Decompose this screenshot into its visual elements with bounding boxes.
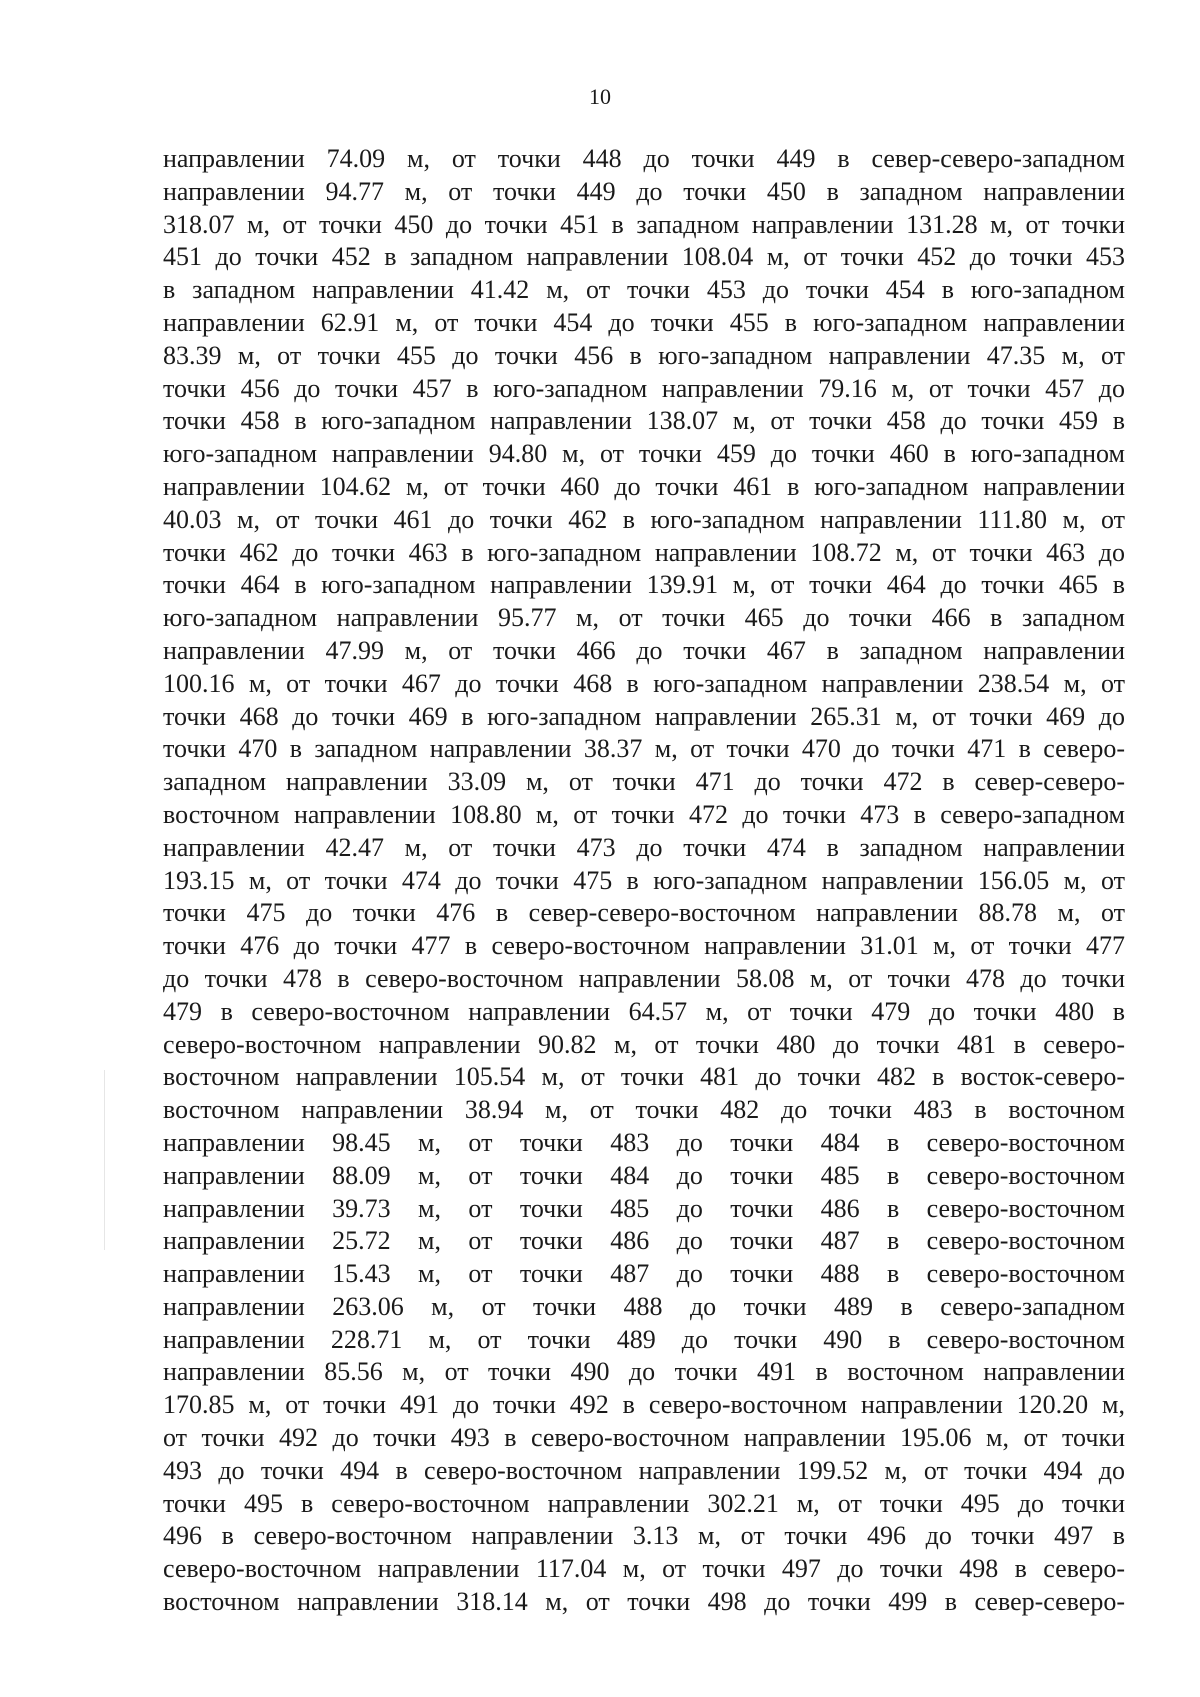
text-line: 318.07 м, от точки 450 до точки 451 в западном направлении 131.28 м, от точки [163, 209, 1125, 239]
body-text [163, 143, 1125, 1619]
text-line: восточном направлении 105.54 м, от точки 481 до точки 482 в восток-северо- [163, 1062, 1125, 1092]
text-line: точки 495 в северо-восточном направлении 302.21 м, от точки 495 до точки [163, 1488, 1125, 1518]
page-number: 10 [589, 84, 611, 109]
text-line: 193.15 м, от точки 474 до точки 475 в юго-западном направлении 156.05 м, от [163, 865, 1125, 895]
text-line: восточном направлении 38.94 м, от точки 482 до точки 483 в восточном [163, 1095, 1125, 1125]
scan-margin-line [104, 1070, 105, 1250]
text-line: 40.03 м, от точки 461 до точки 462 в юго-западном направлении 111.80 м, от [163, 504, 1125, 534]
text-line: 451 до точки 452 в западном направлении 108.04 м, от точки 452 до точки 453 [163, 242, 1125, 272]
text-line: точки 468 до точки 469 в юго-западном направлении 265.31 м, от точки 469 до [163, 701, 1125, 731]
text-line: точки 456 до точки 457 в юго-западном направлении 79.16 м, от точки 457 до [163, 373, 1125, 403]
text-line: восточном направлении 318.14 м, от точки 498 до точки 499 в север-северо- [163, 1587, 1125, 1617]
text-line: точки 462 до точки 463 в юго-западном направлении 108.72 м, от точки 463 до [163, 537, 1125, 567]
text-line: восточном направлении 108.80 м, от точки 472 до точки 473 в северо-западном [163, 799, 1125, 829]
text-line: направлении 228.71 м, от точки 489 до точки 490 в северо-восточном [163, 1324, 1125, 1354]
text-line: точки 464 в юго-западном направлении 139.91 м, от точки 464 до точки 465 в [163, 570, 1125, 600]
text-line: 170.85 м, от точки 491 до точки 492 в северо-восточном направлении 120.20 м, [163, 1390, 1125, 1420]
text-line: направлении 88.09 м, от точки 484 до точки 485 в северо-восточном [163, 1160, 1125, 1190]
text-line: направлении 74.09 м, от точки 448 до точки 449 в север-северо-западном [163, 144, 1125, 173]
text-line: северо-восточном направлении 90.82 м, от точки 480 до точки 481 в северо- [163, 1029, 1125, 1059]
text-line: направлении 25.72 м, от точки 486 до точки 487 в северо-восточном [163, 1226, 1125, 1256]
text-line: юго-западном направлении 95.77 м, от точки 465 до точки 466 в западном [163, 603, 1125, 633]
text-line: направлении 98.45 м, от точки 483 до точки 484 в северо-восточном [163, 1127, 1125, 1157]
text-line: западном направлении 33.09 м, от точки 471 до точки 472 в север-северо- [163, 767, 1125, 797]
text-line: 479 в северо-восточном направлении 64.57 м, от точки 479 до точки 480 в [163, 996, 1125, 1026]
text-line: юго-западном направлении 94.80 м, от точки 459 до точки 460 в юго-западном [163, 439, 1125, 469]
text-line: направлении 15.43 м, от точки 487 до точки 488 в северо-восточном [163, 1259, 1125, 1289]
text-line: 83.39 м, от точки 455 до точки 456 в юго-западном направлении 47.35 м, от [163, 340, 1125, 370]
text-line: точки 475 до точки 476 в север-северо-восточном направлении 88.78 м, от [163, 898, 1125, 928]
text-line: направлении 47.99 м, от точки 466 до точки 467 в западном направлении [163, 635, 1125, 665]
text-line: точки 476 до точки 477 в северо-восточном направлении 31.01 м, от точки 477 [163, 931, 1125, 961]
text-line: направлении 263.06 м, от точки 488 до точки 489 в северо-западном [163, 1291, 1125, 1321]
text-line: направлении 62.91 м, от точки 454 до точки 455 в юго-западном направлении [163, 307, 1125, 337]
text-line: от точки 492 до точки 493 в северо-восточном направлении 195.06 м, от точки [163, 1423, 1125, 1453]
text-line: до точки 478 в северо-восточном направлении 58.08 м, от точки 478 до точки [163, 963, 1125, 993]
text-line: направлении 42.47 м, от точки 473 до точки 474 в западном направлении [163, 832, 1125, 862]
text-line: северо-восточном направлении 117.04 м, от точки 497 до точки 498 в северо- [163, 1554, 1125, 1584]
text-line: направлении 85.56 м, от точки 490 до точки 491 в восточном направлении [163, 1357, 1125, 1387]
text-line: точки 470 в западном направлении 38.37 м, от точки 470 до точки 471 в северо- [163, 734, 1125, 764]
text-line: в западном направлении 41.42 м, от точки 453 до точки 454 в юго-западном [163, 275, 1125, 305]
text-line: 496 в северо-восточном направлении 3.13 м, от точки 496 до точки 497 в [163, 1521, 1125, 1551]
text-line: 100.16 м, от точки 467 до точки 468 в юго-западном направлении 238.54 м, от [163, 668, 1125, 698]
text-line: 493 до точки 494 в северо-восточном направлении 199.52 м, от точки 494 до [163, 1455, 1125, 1485]
text-line: направлении 39.73 м, от точки 485 до точки 486 в северо-восточном [163, 1193, 1125, 1223]
text-line: направлении 94.77 м, от точки 449 до точки 450 в западном направлении [163, 176, 1125, 206]
text-line: направлении 104.62 м, от точки 460 до точки 461 в юго-западном направлении [163, 471, 1125, 501]
text-line: точки 458 в юго-западном направлении 138.07 м, от точки 458 до точки 459 в [163, 406, 1125, 436]
